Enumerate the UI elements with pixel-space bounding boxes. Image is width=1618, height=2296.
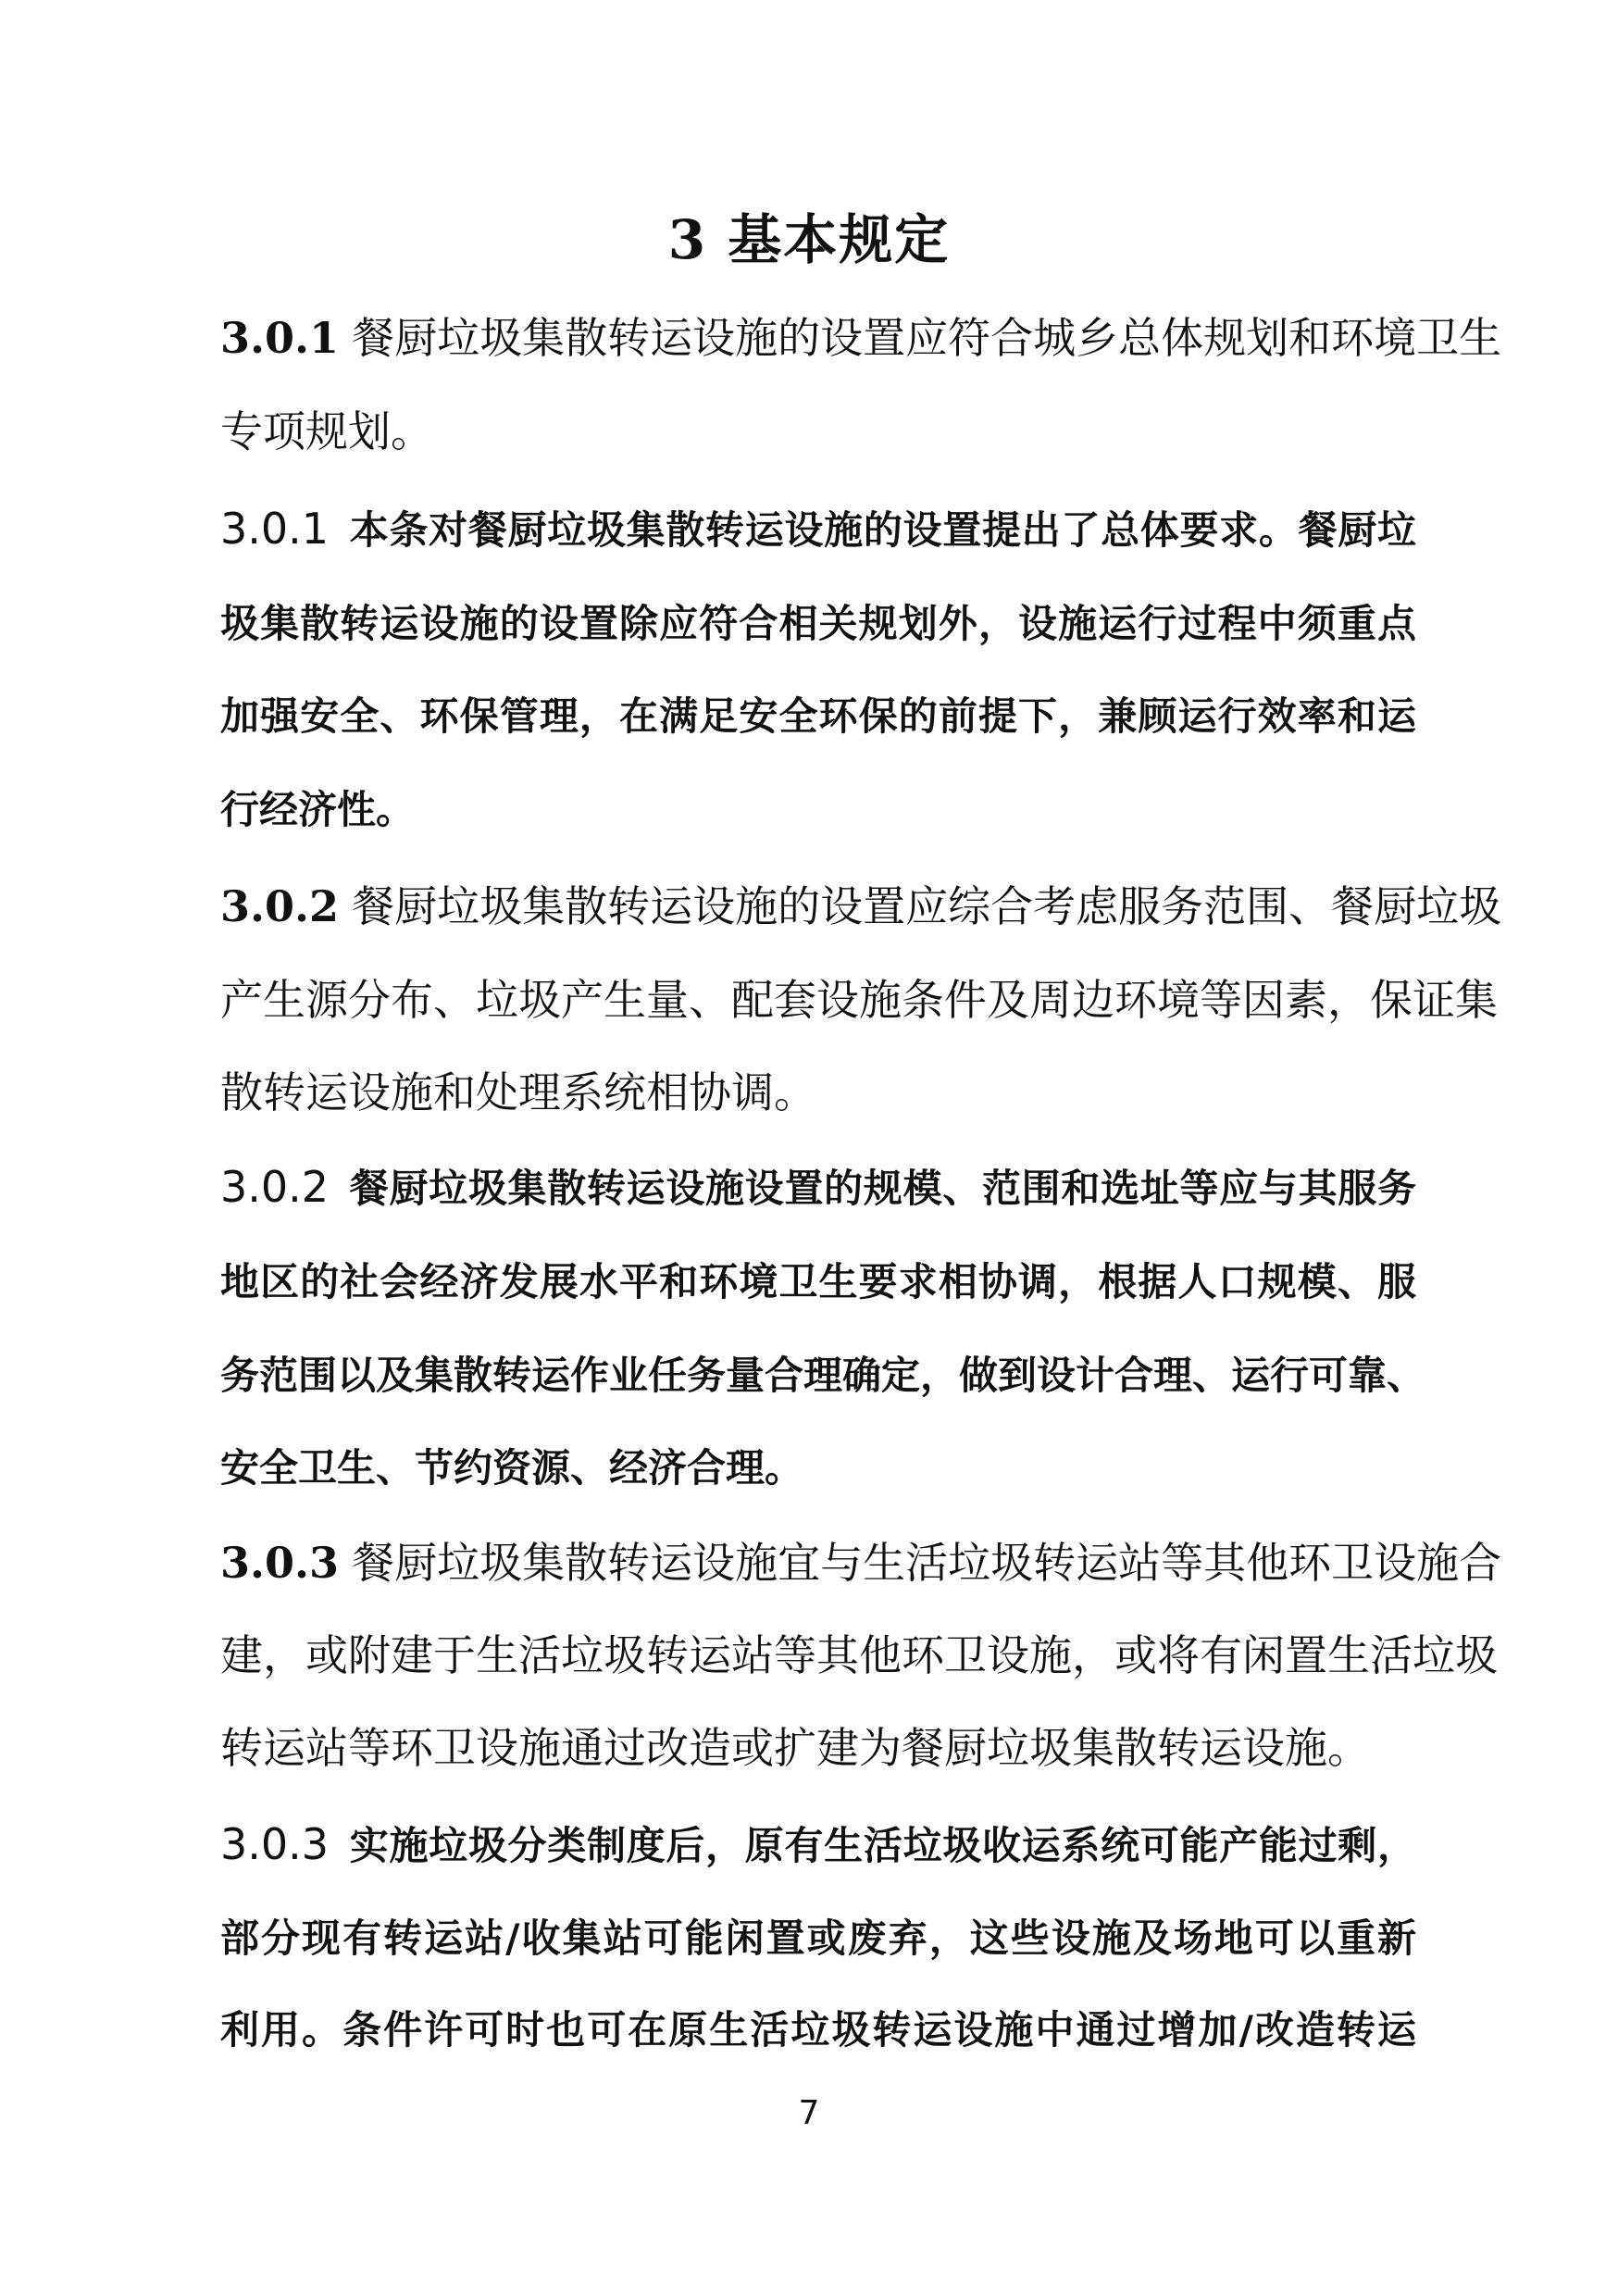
section-title: 3 基本规定 <box>667 208 951 271</box>
comment-3-0-1-line-1 <box>220 501 1416 558</box>
clause-3-0-2-line-1 <box>220 879 1502 934</box>
clause-3-0-3-line-3: 转运站等环卫设施通过改造或扩建为餐厨垃圾集散转运设施。 <box>220 1723 1370 1773</box>
clause-3-0-3-line-2: 建，或附建于生活垃圾转运站等其他环卫设施，或将有闲置生活垃圾 <box>220 1630 1498 1680</box>
clause-text: 餐厨垃圾集散转运设施宜与生活垃圾转运站等其他环卫设施合 <box>352 1538 1502 1588</box>
comment-3-0-1-line-2: 圾集散转运设施的设置除应符合相关规划外，设施运行过程中须重点 <box>220 601 1416 646</box>
clause-text: 餐厨垃圾集散转运设施的设置应综合考虑服务范围、餐厨垃圾 <box>352 881 1502 931</box>
page-number: 7 <box>798 2094 820 2132</box>
comment-3-0-1-line-4: 行经济性。 <box>220 787 416 832</box>
clause-3-0-3-line-1 <box>220 1535 1502 1591</box>
comment-number: 3.0.3 <box>220 1819 330 1869</box>
clause-text: 餐厨垃圾集散转运设施的设置应符合城乡总体规划和环境卫生 <box>352 313 1502 363</box>
clause-number: 3.0.2 <box>220 881 340 931</box>
comment-3-0-2-line-4: 安全卫生、节约资源、经济合理。 <box>220 1445 804 1491</box>
clause-3-0-2-line-2: 产生源分布、垃圾产生量、配套设施条件及周边环境等因素，保证集 <box>220 975 1498 1025</box>
comment-3-0-3-line-1 <box>220 1816 1416 1874</box>
comment-number: 3.0.2 <box>220 1162 330 1212</box>
comment-3-0-1-line-3: 加强安全、环保管理，在满足安全环保的前提下，兼顾运行效率和运 <box>220 693 1416 739</box>
comment-3-0-3-line-3: 利用。条件许可时也可在原生活垃圾转运设施中通过增加/改造转运 <box>220 2007 1416 2053</box>
clause-3-0-1-line-1 <box>220 310 1502 366</box>
clause-number: 3.0.3 <box>220 1538 340 1588</box>
comment-3-0-2-line-2: 地区的社会经济发展水平和环境卫生要求相协调，根据人口规模、服 <box>220 1259 1416 1304</box>
comment-number: 3.0.1 <box>220 504 330 554</box>
clause-3-0-1-line-2: 专项规划。 <box>220 406 433 456</box>
clause-number: 3.0.1 <box>220 313 340 363</box>
comment-3-0-2-line-3: 务范围以及集散转运作业任务量合理确定，做到设计合理、运行可靠、 <box>220 1353 1426 1398</box>
comment-3-0-3-line-2: 部分现有转运站/收集站可能闲置或废弃，这些设施及场地可以重新 <box>220 1915 1416 1961</box>
comment-text: 餐厨垃圾集散转运设施设置的规模、范围和选址等应与其服务 <box>349 1166 1416 1211</box>
comment-text: 实施垃圾分类制度后，原有生活垃圾收运系统可能产能过剩， <box>349 1823 1416 1868</box>
clause-3-0-2-line-3: 散转运设施和处理系统相协调。 <box>220 1067 816 1117</box>
comment-3-0-2-line-1 <box>220 1159 1416 1217</box>
comment-text: 本条对餐厨垃圾集散转运设施的设置提出了总体要求。餐厨垃 <box>349 507 1416 553</box>
